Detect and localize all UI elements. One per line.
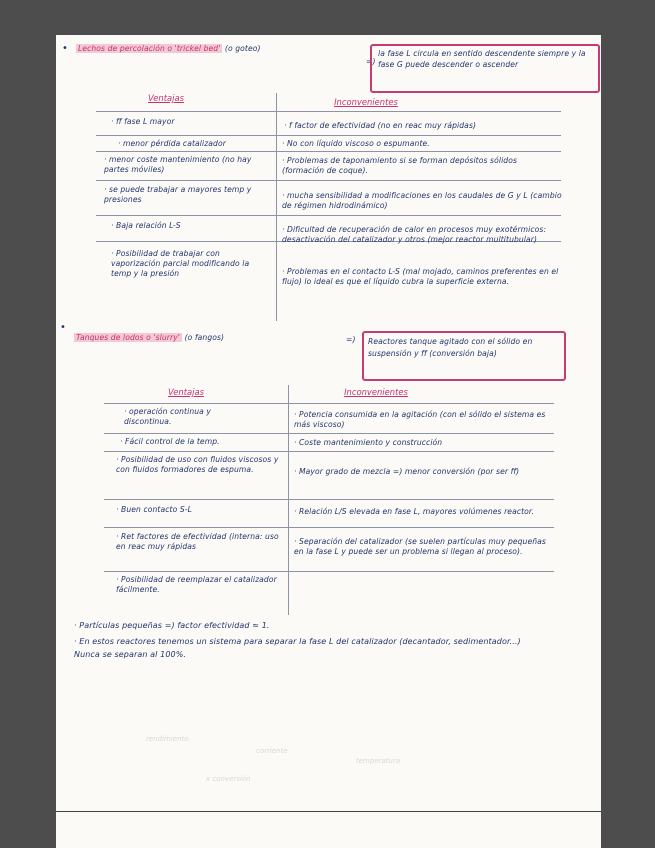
s1-inconveniente-1: · No con líquido viscoso o espumante.: [282, 139, 430, 148]
section1-header-ventajas-text: Ventajas: [148, 93, 184, 103]
section1-header-inconvenientes: [286, 97, 446, 107]
section2-title-text: Tanques de lodos o 'slurry': [76, 333, 181, 342]
s1-ventaja-5: · Posibilidad de trabajar con vaporización parcial modificando la temp y la presión: [111, 249, 250, 278]
section1-bullet: •: [62, 43, 68, 54]
section1-subtitle: (o goteo): [224, 44, 261, 53]
section2-column-divider: [288, 385, 289, 615]
s2-inconveniente-3: · Relación L/S elevada en fase L, mayores volúmenes reactor.: [294, 507, 534, 516]
s2-ventaja-5: · Posibilidad de reemplazar el catalizador fácilmente.: [116, 575, 277, 594]
s1-inconveniente-4: · Dificultad de recuperación de calor en procesos muy exotérmicos: desactivación del catalizador y otros (mejor reactor multitubular): [282, 225, 547, 244]
s1-inconveniente-3: · mucha sensibilidad a modificaciones en los caudales de G y L (cambio de régimen hidrodinámico): [282, 191, 562, 210]
section2-header-inconvenientes-text: Inconvenientes: [344, 387, 408, 397]
s1-inconveniente-0: · f factor de efectividad (no en reac muy rápidas): [284, 121, 477, 130]
s2-inconveniente-0: · Potencia consumida en la agitación (con el sólido el sistema es más viscoso): [294, 410, 546, 429]
footer-note-1: · En estos reactores tenemos un sistema para separar la fase L del catalizador (decantador, sedimentador...) Nunca se separan al 100%.: [74, 637, 521, 659]
s1-row-line-d: [96, 215, 561, 216]
s2-ventaja-2: · Posibilidad de uso con fluidos viscosos y con fluidos formadores de espuma.: [116, 455, 279, 474]
s1-ventaja-1: · menor pérdida catalizador: [118, 139, 226, 148]
page-bottom-rule: [56, 811, 601, 812]
section2-subtitle: (o fangos): [184, 333, 225, 342]
footer-note-0: · Partículas pequeñas =) factor efectividad ≈ 1.: [74, 621, 270, 630]
s2-row-line-a: [104, 433, 554, 434]
section1-column-divider: [276, 93, 277, 321]
section2-header-divider: [104, 403, 554, 404]
section2-header-inconvenientes: [296, 387, 456, 397]
s1-row-line-b: [96, 151, 561, 152]
s2-row-line-b: [104, 451, 554, 452]
s1-row-line-a: [96, 135, 561, 136]
section1-header-divider: [96, 111, 561, 112]
notebook-page: [56, 35, 601, 848]
s1-ventaja-3: · se puede trabajar a mayores temp y presiones: [104, 185, 252, 204]
s2-ventaja-1: · Fácil control de la temp.: [120, 437, 220, 446]
s2-inconveniente-4: · Separación del catalizador (se suelen partículas muy pequeñas en la fase L y puede ser un problema si llegan al proceso).: [294, 537, 546, 556]
s2-inconveniente-2: · Mayor grado de mezcla =) menor conversión (por ser ff): [294, 467, 520, 476]
s2-ventaja-3: · Buen contacto S-L: [116, 505, 192, 514]
section2-arrow: =): [346, 335, 356, 344]
s2-inconveniente-1: · Coste mantenimiento y construcción: [294, 438, 443, 447]
section2-header-ventajas: [126, 387, 246, 397]
section1-header-ventajas: [106, 93, 226, 103]
s1-inconveniente-5: · Problemas en el contacto L-S (mal mojado, caminos preferentes en el flujo) lo ideal es que el líquido cubra la superficie externa.: [282, 267, 559, 286]
s2-row-line-d: [104, 527, 554, 528]
section1-note: la fase L circula en sentido descendente siempre y la fase G puede descender o ascender: [378, 49, 586, 69]
section2-bullet: •: [60, 322, 66, 333]
s1-ventaja-0: · ff fase L mayor: [111, 117, 175, 126]
s1-ventaja-2: · menor coste mantenimiento (no hay partes móviles): [104, 155, 252, 174]
s2-ventaja-0: · operación continua y discontinua.: [124, 407, 212, 426]
bleed-text-0: rendimiento: [146, 735, 189, 743]
bleed-text-3: x conversión: [206, 775, 251, 783]
s2-row-line-c: [104, 499, 554, 500]
section1-title: [76, 44, 386, 54]
bleed-text-1: corriente: [256, 747, 288, 755]
section2-title: [74, 333, 374, 343]
s1-row-line-c: [96, 180, 561, 181]
s1-ventaja-4: · Baja relación L-S: [111, 221, 181, 230]
s2-row-line-e: [104, 571, 554, 572]
section1-title-text: Lechos de percolación o 'trickel bed': [78, 44, 221, 53]
s1-inconveniente-2: · Problemas de taponamiento si se forman depósitos sólidos (formación de coque).: [282, 156, 517, 175]
bleed-text-2: temperatura: [356, 757, 401, 765]
section1-arrow: =): [366, 57, 376, 66]
s2-ventaja-4: · Ret factores de efectividad (interna: uso en reac muy rápidas: [116, 532, 279, 551]
section1-header-inconvenientes-text: Inconvenientes: [334, 97, 398, 107]
section2-note: Reactores tanque agitado con el sólido en suspensión y ff (conversión baja): [368, 337, 533, 358]
section2-header-ventajas-text: Ventajas: [168, 387, 204, 397]
